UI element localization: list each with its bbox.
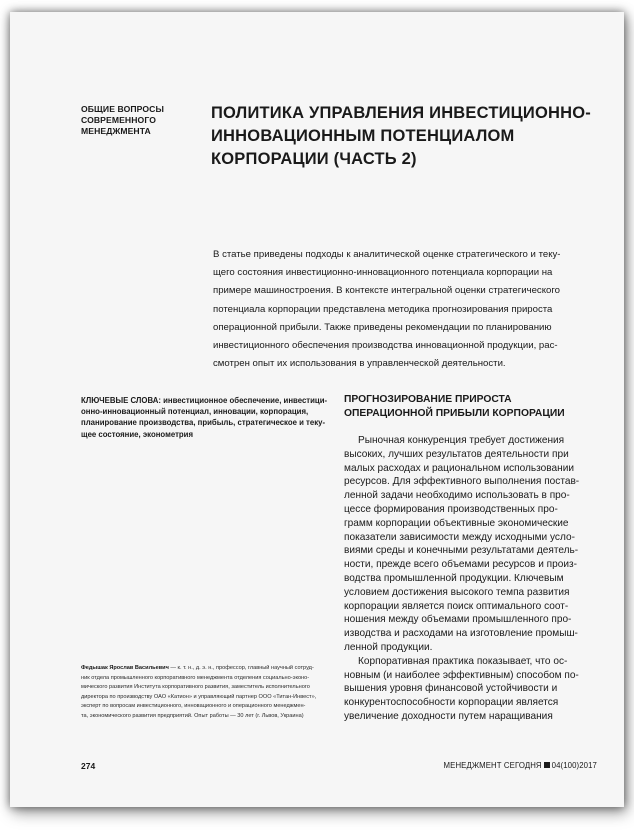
journal-page [10,12,624,807]
section-label-line: МЕНЕДЖМЕНТА [81,126,151,136]
keywords-line: КЛЮЧЕВЫЕ СЛОВА: инвестиционное обеспечение, инвестици- [81,396,328,405]
body-line: цессе формирования производственных про- [344,503,558,515]
abstract-line: операционной прибыли. Также приведены рекомендации по планированию [213,321,552,333]
journal-issue: 04(100)2017 [551,761,597,770]
author-line: эксперт по вопросам инвестиционного, инновационного и операционного менеджмен- [81,703,306,710]
keywords-line: онно-инновационный потенциал, инновации, корпорация, [81,407,309,417]
body-line: грамм корпорации объективные экономические [344,517,569,529]
title-line: ПОЛИТИКА УПРАВЛЕНИЯ ИНВЕСТИЦИОННО- [211,104,591,122]
author-info [81,664,339,722]
body-line: водства промышленной продукции. Ключевым [344,572,564,584]
body-line: условием достижения высокого темпа развития [344,586,570,598]
body-line: новным (и наиболее эффективным) способом по- [344,669,579,681]
abstract [213,246,598,373]
body-line: виями среды и конечными результатами деятель- [344,545,579,557]
author-line [81,664,339,674]
author-desc: — к. т. н., д. э. н., профессор, главный научный сотруд- [168,665,314,671]
abstract-line: щего состояния инвестиционно-инновационного потенциала корпорации на [213,267,553,279]
body-line: ношения между объемами промышленного про- [344,614,572,626]
abstract-line: примере машиностроения. В контексте интегральной оценки стратегического [213,285,560,297]
body-line: ресурсов. Для эффективного выполнения постав- [344,476,580,488]
abstract-line: потенциала корпорации представлена методика прогнозирования прироста [213,303,553,315]
body-text [344,434,604,724]
body-line: вышения уровня финансовой устойчивости и [344,683,558,695]
abstract-line: В статье приведены подходы к аналитической оценке стратегического и теку- [213,249,561,260]
page-number: 274 [81,761,96,771]
abstract-line: инвестиционного обеспечения производства инновационной продукции, рас- [213,340,558,352]
journal-footer [444,761,597,770]
section-label-line: ОБЩИЕ ВОПРОСЫ [81,104,164,114]
body-line: ленной продукции. [344,641,433,653]
keywords-line: планирование производства, прибыль, стратегическое и теку- [81,418,326,428]
square-separator-icon [544,762,550,768]
article-title [211,102,601,171]
author-line: мического развития Института корпоративного развития, заместитель исполнительного [81,684,310,691]
body-line: увеличение доходности путем наращивания [344,710,553,722]
keywords [81,395,327,440]
body-line: конкурентоспособности корпорации является [344,697,559,709]
body-line: ности, прежде всего объемами ресурсов и произ- [344,559,577,571]
keywords-line: щее состояние, эконометрия [81,429,194,439]
journal-name: МЕНЕДЖМЕНТ СЕГОДНЯ [443,761,542,770]
heading-line: ОПЕРАЦИОННОЙ ПРИБЫЛИ КОРПОРАЦИИ [344,407,565,419]
body-line: Корпоративная практика показывает, что ос- [358,655,568,667]
body-line: Рыночная конкуренция требует достижения [358,435,565,446]
body-line: изводства и расходами на изготовление промыш- [344,628,578,640]
body-line: высоких, лучших результатов деятельности при [344,448,569,460]
title-line: ИННОВАЦИОННЫМ ПОТЕНЦИАЛОМ [211,127,515,145]
title-line: КОРПОРАЦИИ (ЧАСТЬ 2) [211,150,417,168]
section-label-line: СОВРЕМЕННОГО [81,115,156,125]
body-line: показатели зависимости между исходными усло- [344,531,575,543]
author-line: та, экономического развития предприятий. Опыт работы — 30 лет (г. Львов, Украина) [81,712,304,719]
body-line: корпорации является поиск оптимального соот- [344,600,569,612]
section-label [81,104,191,137]
author-name: Федышак Ярослав Васильевич [81,665,169,671]
body-line: малых расходах и рациональном использовании [344,462,575,474]
author-line: ник отдела промышленного корпоративного менеджмента отделения социально-эконо- [81,674,310,681]
section-heading [344,393,604,420]
body-line: ленной задачи необходимо использовать в про- [344,490,570,502]
abstract-line: смотрен опыт их использования в управленческой деятельности. [213,358,506,370]
heading-line: ПРОГНОЗИРОВАНИЕ ПРИРОСТА [344,394,512,405]
author-line: директора по производству ОАО «Катион» и управляющий партнер ООО «Титан-Инвест», [81,693,317,700]
